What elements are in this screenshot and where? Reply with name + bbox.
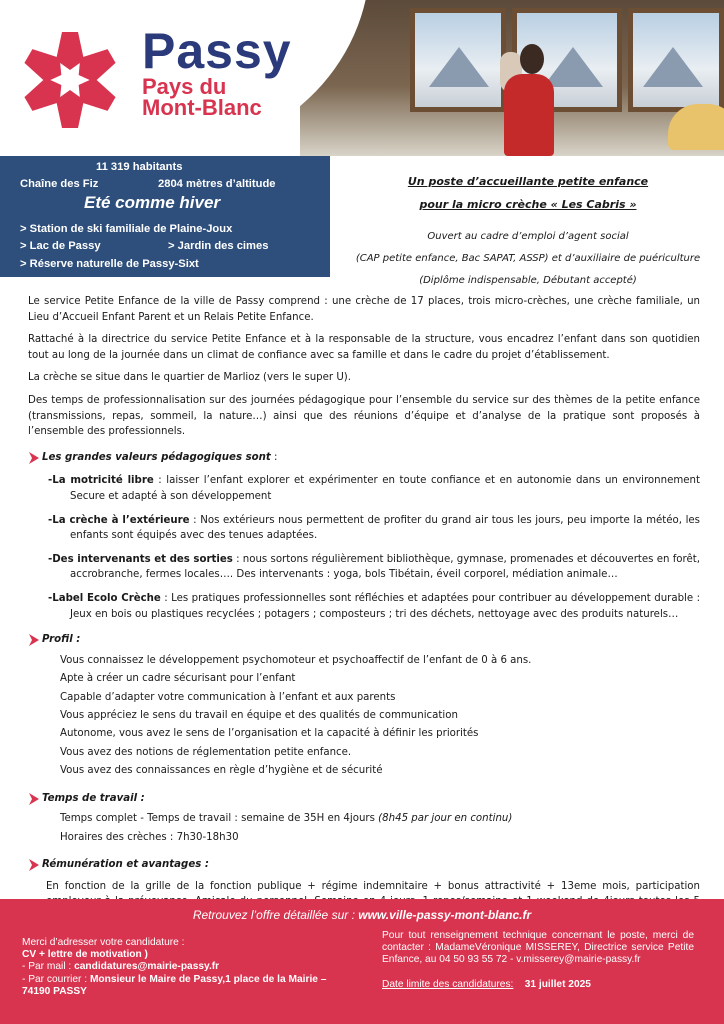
logo-subtitle-1: Pays du: [142, 74, 227, 99]
offer-link[interactable]: www.ville-passy-mont-blanc.fr: [358, 908, 532, 922]
value-item: -Label Ecolo Crèche : Les pratiques professionnelles sont réfléchies et adaptées pour contribuer au développement durable : Jeux en bois ou plastiques recyclées ; potagers ; composteurs ; tri des déchets, nettoyage avec des produits naturels…: [48, 592, 700, 620]
remuneration-text: En fonction de la grille de la fonction publique + régime indemnitaire + bonus attractivité + 13eme mois, participation: [46, 880, 700, 892]
job-title: Un poste d’accueillante petite enfance: [407, 175, 649, 188]
value-item: -La crèche à l’extérieure : Nos extérieurs nous permettent de profiter du grand air tous les jours, peu importe la météo, les enfants sont équipés avec des tenues adaptées.: [48, 514, 700, 542]
caregiver-with-child: [500, 38, 554, 156]
list-item: Capable d’adapter votre communication à l’enfant et aux parents: [60, 691, 396, 703]
info-item: > Station de ski familiale de Plaine-Joux: [20, 223, 233, 235]
job-requirement: Ouvert au cadre d’emploi d’agent social: [427, 231, 629, 242]
technical-contact: [382, 930, 694, 991]
postal-address: Monsieur le Maire de Passy,1 place de la Mairie – 74190 PASSY: [22, 973, 327, 997]
intro-paragraph: Le service Petite Enfance de la ville de Passy comprend : une crèche de 17 places, trois micro-crèches, une crèche familiale, un Lieu d’Accueil Enfant Parent et un Relais Petite Enfance.: [28, 296, 700, 323]
logo-wordmark: [142, 23, 292, 120]
logo-title: Passy: [142, 23, 292, 79]
slogan: Eté comme hiver: [84, 193, 221, 212]
list-item: Vous avez des connaissances en règle d’hygiène et de sécurité: [60, 765, 383, 777]
mountain-chain: Chaîne des Fiz: [20, 178, 99, 190]
list-item: Autonome, vous avez le sens de l’organisation et la capacité à définir les priorités: [60, 728, 479, 740]
intro-paragraph: Rattaché à la directrice du service Petite Enfance et à la responsable de la structure, vous encadrez l’enfant dans son quotidien tout au long de la journée dans un climat de confiance avec sa famille et dans le cadre du projet d’établissement.: [28, 334, 700, 361]
list-item: Horaires des crèches : 7h30-18h30: [60, 831, 239, 843]
job-requirement: (CAP petite enfance, Bac SAPAT, ASSP) et d’auxiliaire de puériculture: [355, 253, 701, 264]
list-item: Vous appréciez le sens du travail en équipe et des qualités de communication: [60, 709, 458, 721]
info-item: > Réserve naturelle de Passy-Sixt: [20, 258, 199, 270]
value-item: -La motricité libre : laisser l’enfant explorer et expérimenter en toute confiance et en autonomie dans un environnement Secure et adapté à son développement: [48, 475, 700, 502]
section-heading-values: Les grandes valeurs pédagogiques sont :: [28, 450, 700, 466]
window: [628, 8, 724, 112]
footer-contact: [0, 899, 724, 1024]
chevron-right-icon: [28, 451, 40, 465]
job-requirement: (Diplôme indispensable, Débutant accepté): [419, 275, 637, 286]
list-item: Vous avez des notions de réglementation petite enfance.: [60, 746, 352, 758]
profil-list: [28, 652, 700, 781]
application-info: Merci d’adresser votre candidature : CV + lettre de motivation ) - Par mail : candidatures@mairie-passy.fr - Par courrier : Monsieur le Maire de Passy,1 place de la Mairie – 74190 PASSY: [22, 937, 327, 997]
town-info-box: [0, 156, 330, 277]
list-item: Apte à créer un cadre sécurisant pour l’enfant: [60, 673, 296, 685]
job-description: [28, 294, 700, 925]
job-heading: [336, 170, 720, 292]
logo-subtitle-2: Mont-Blanc: [142, 95, 262, 120]
job-title: pour la micro crèche « Les Cabris »: [419, 198, 637, 211]
population: 11 319 habitants: [96, 161, 183, 173]
intro-paragraph: Des temps de professionnalisation sur des journées pédagogique pour l’ensemble du service sur des thèmes de la petite enfance (transmissions, repas, sommeil, la nature…) ainsi que des réunions d’équipe et d’analyse de la pratique sont proposés à l’ensemble des professionnels.: [28, 394, 700, 438]
passy-logo-icon: [18, 28, 122, 132]
info-item: > Jardin des cimes: [168, 240, 269, 252]
chevron-right-icon: [28, 633, 40, 647]
chevron-right-icon: [28, 792, 40, 806]
offer-line: Retrouvez l’offre détaillée sur : www.ville-passy-mont-blanc.fr: [192, 908, 532, 922]
info-item: > Lac de Passy: [20, 240, 101, 252]
temps-list: [28, 810, 700, 847]
deadline: Date limite des candidatures: 31 juillet 2025: [382, 978, 591, 990]
list-item: Temps complet - Temps de travail : semaine de 35H en 4jours (8h45 par jour en continu): [60, 813, 513, 825]
email-link[interactable]: candidatures@mairie-passy.fr: [74, 961, 220, 973]
contact-text: Pour tout renseignement technique concernant le poste, merci de contacter : MadameVéronique MISSEREY, Directrice service Petite Enfance, au 04 50 93 55 72 - v.misserey@mairie-passy.fr: [382, 930, 694, 966]
chevron-right-icon: [28, 858, 40, 872]
altitude: 2804 mètres d’altitude: [158, 178, 276, 190]
window: [410, 8, 506, 112]
section-heading-profil: Profil :: [28, 632, 700, 648]
value-item: -Des intervenants et des sorties : nous sortons régulièrement bibliothèque, gymnase, promenades et découvertes en forêt, accrobranche, fermes locales…. Des intervenants : yoga, bols Tibétain, éveil corporel, médiation animale…: [48, 553, 700, 581]
section-heading-remuneration: Rémunération et avantages :: [28, 857, 700, 873]
header: [0, 0, 724, 156]
intro-paragraph: La crèche se situe dans le quartier de Marlioz (vers le super U).: [28, 372, 351, 384]
list-item: Vous connaissez le développement psychomoteur et psychoaffectif de l’enfant de 0 à 6 ans.: [60, 654, 532, 666]
section-heading-temps: Temps de travail :: [28, 791, 700, 807]
